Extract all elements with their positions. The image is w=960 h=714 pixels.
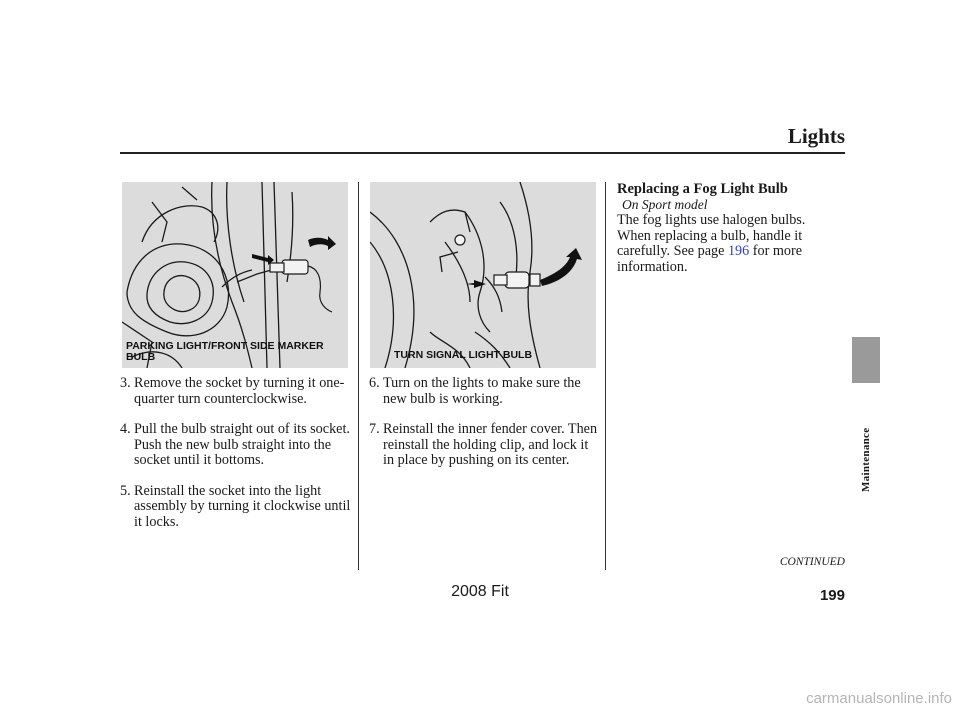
page-196-link[interactable]: 196 (727, 243, 750, 259)
step-text: Reinstall the inner fender cover. Then reinstall the holding clip, and lock it in place by pushing on its center. (383, 421, 598, 468)
page-title: Lights (787, 124, 845, 148)
fog-text-before: The fog lights use halogen bulbs. When replacing a bulb, handle it carefully. See page (617, 212, 806, 259)
list-item (369, 422, 601, 469)
steps-list-middle (369, 376, 601, 484)
footer-model-year: 2008 Fit (451, 583, 509, 600)
column-divider-left (358, 182, 359, 570)
fog-light-description (617, 213, 832, 275)
column-divider-right (605, 182, 606, 570)
step-text: Pull the bulb straight out of its socket. Push the new bulb straight into the socket until it bottoms. (134, 421, 350, 468)
step-number: 5. (120, 482, 131, 499)
list-item (120, 484, 352, 531)
step-number: 6. (369, 375, 380, 391)
list-item (120, 422, 352, 469)
page-number: 199 (819, 587, 845, 604)
list-item (369, 376, 601, 407)
watermark: carmanualsonline.info (806, 690, 952, 707)
side-tab-label: Maintenance (860, 427, 872, 493)
section-tab-marker (852, 337, 880, 383)
step-text: Turn on the lights to make sure the new bulb is working. (383, 375, 581, 407)
step-number: 3. (120, 375, 131, 391)
fog-text-after: for more information. (617, 243, 803, 275)
model-note: On Sport model (622, 197, 708, 212)
turn-signal-illustration (370, 182, 596, 368)
list-item (120, 376, 352, 407)
step-number: 4. (120, 421, 131, 437)
steps-list-left (120, 376, 352, 545)
step-text: Reinstall the socket into the light assembly by turning it clockwise until it locks. (134, 482, 351, 530)
step-number: 7. (369, 421, 380, 437)
section-heading-fog-light: Replacing a Fog Light Bulb (617, 181, 788, 197)
step-text: Remove the socket by turning it one-quarter turn counterclockwise. (134, 375, 345, 407)
figure-caption-parking-light: PARKING LIGHT/FRONT SIDE MARKER BULB (126, 340, 324, 363)
figure-caption-turn-signal: TURN SIGNAL LIGHT BULB (394, 349, 533, 361)
title-rule (120, 152, 845, 154)
continued-label: CONTINUED (779, 556, 845, 568)
figure-turn-signal (370, 182, 596, 368)
